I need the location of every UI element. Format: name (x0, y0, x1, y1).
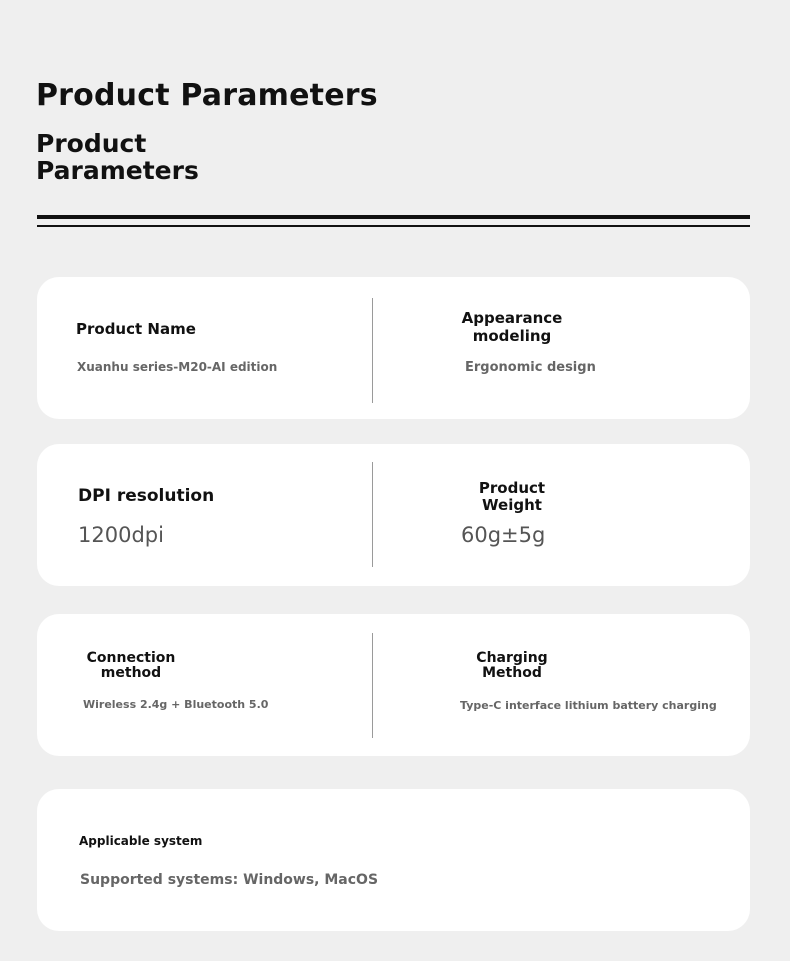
header-rule-thick (37, 215, 750, 219)
charging-label: Charging Method (476, 650, 548, 681)
system-label: Applicable system (79, 834, 203, 848)
charging-value: Type-C interface lithium battery charging (460, 699, 717, 712)
weight-label: Product Weight (478, 479, 546, 514)
product-name-value: Xuanhu series-M20-AI edition (77, 360, 278, 374)
appearance-value: Ergonomic design (465, 360, 596, 375)
product-name-label: Product Name (76, 320, 196, 338)
connection-value: Wireless 2.4g + Bluetooth 5.0 (83, 698, 269, 711)
header-rule-thin (37, 225, 750, 227)
spec-card-connection (37, 614, 750, 756)
spec-card-system (37, 789, 750, 931)
card-divider (372, 462, 373, 567)
weight-value: 60g±5g (461, 523, 546, 547)
dpi-value: 1200dpi (78, 523, 164, 547)
system-value: Supported systems: Windows, MacOS (80, 872, 379, 888)
spec-card-dpi (37, 444, 750, 586)
appearance-label: Appearance modeling (461, 309, 563, 345)
connection-label: Connection method (86, 650, 176, 681)
dpi-label: DPI resolution (78, 486, 215, 506)
page-title: Product Parameters (36, 78, 378, 113)
card-divider (372, 633, 373, 738)
card-divider (372, 298, 373, 403)
page-subtitle: Product Parameters (36, 129, 199, 185)
spec-card-product-name (37, 277, 750, 419)
